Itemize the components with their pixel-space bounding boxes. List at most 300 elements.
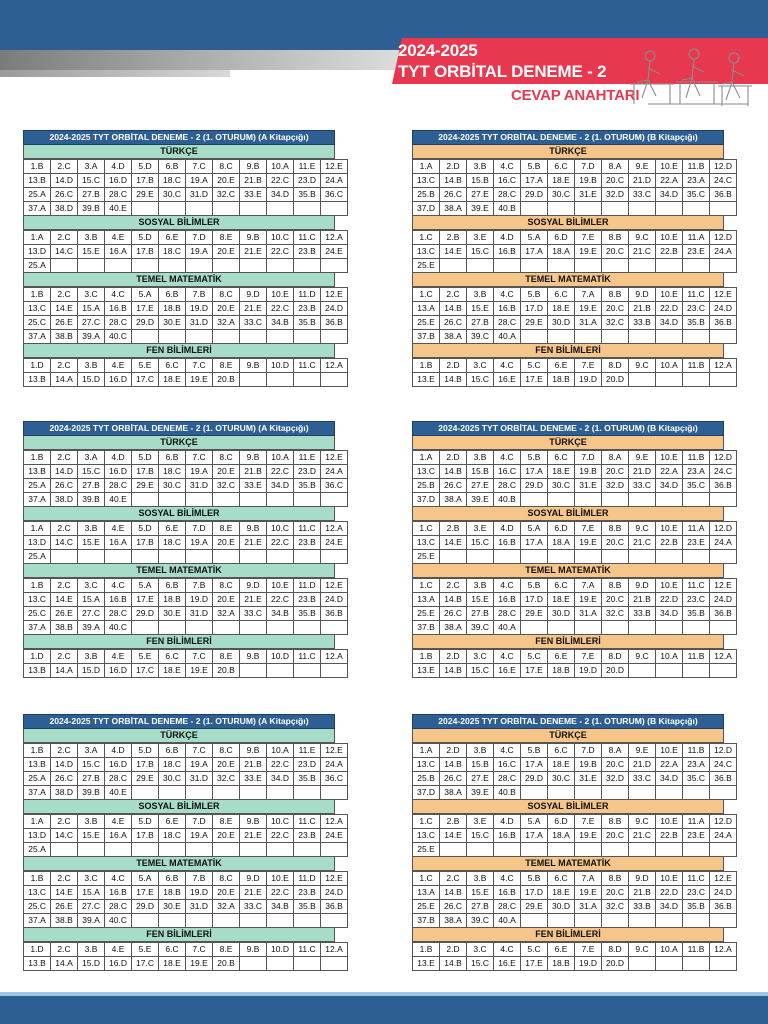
- answer-cell: [629, 259, 656, 273]
- answer-cell: [521, 786, 548, 800]
- answer-cell: 6.E: [548, 359, 575, 373]
- answer-cell: 3.B: [467, 451, 494, 465]
- answer-cell: 3.B: [467, 579, 494, 593]
- answer-cell: 23.A: [683, 174, 710, 188]
- answer-cell: 10.A: [656, 943, 683, 957]
- answer-cell: 35.B: [683, 607, 710, 621]
- answer-cell: 16.C: [494, 465, 521, 479]
- answer-cell: 30.D: [548, 607, 575, 621]
- answer-cell: 38.D: [51, 493, 78, 507]
- answer-cell: 19.E: [186, 664, 213, 678]
- answer-cell: 19.A: [186, 465, 213, 479]
- answer-cell: [575, 621, 602, 635]
- booklet-b-copy-1: [412, 130, 732, 387]
- answer-cell: 6.B: [159, 160, 186, 174]
- answer-cell: 22.A: [656, 174, 683, 188]
- answer-cell: 37.A: [24, 786, 51, 800]
- answer-cell: [521, 330, 548, 344]
- answer-cell: 34.B: [267, 316, 294, 330]
- answer-cell: 1.B: [24, 160, 51, 174]
- answer-row: [24, 772, 348, 786]
- answer-cell: 3.C: [78, 872, 105, 886]
- answer-cell: [683, 259, 710, 273]
- answer-cell: 17.E: [132, 302, 159, 316]
- answer-cell: [294, 330, 321, 344]
- answer-grid: [412, 521, 737, 564]
- answer-cell: 22.D: [656, 593, 683, 607]
- answer-cell: 20.E: [213, 593, 240, 607]
- answer-cell: [267, 550, 294, 564]
- answer-cell: 15.C: [467, 245, 494, 259]
- answer-cell: 10.A: [656, 359, 683, 373]
- answer-cell: 21.C: [629, 536, 656, 550]
- answer-cell: 32.D: [602, 479, 629, 493]
- answer-cell: [186, 843, 213, 857]
- answer-cell: 2.C: [51, 451, 78, 465]
- answer-cell: 19.A: [186, 758, 213, 772]
- answer-cell: [440, 550, 467, 564]
- answer-cell: [683, 493, 710, 507]
- answer-cell: 33.C: [629, 772, 656, 786]
- answer-cell: 26.C: [440, 479, 467, 493]
- answer-grid: [412, 743, 737, 800]
- answer-cell: 16.D: [105, 174, 132, 188]
- answer-cell: [159, 493, 186, 507]
- answer-cell: [105, 843, 132, 857]
- answer-cell: 38.A: [440, 914, 467, 928]
- answer-cell: 7.D: [186, 522, 213, 536]
- answer-cell: 3.E: [467, 231, 494, 245]
- answer-cell: 26.C: [440, 772, 467, 786]
- answer-cell: 9.C: [629, 231, 656, 245]
- answer-cell: 28.C: [105, 479, 132, 493]
- answer-cell: 12.E: [321, 872, 348, 886]
- answer-cell: 34.D: [656, 188, 683, 202]
- answer-cell: 33.E: [240, 479, 267, 493]
- answer-cell: 23.E: [683, 245, 710, 259]
- answer-cell: 6.B: [159, 579, 186, 593]
- answer-row: [413, 650, 737, 664]
- answer-cell: 6.D: [548, 522, 575, 536]
- answer-cell: 10.E: [656, 160, 683, 174]
- answer-cell: 15.E: [78, 536, 105, 550]
- answer-cell: 10.E: [267, 288, 294, 302]
- answer-cell: [602, 550, 629, 564]
- answer-cell: 16.C: [494, 758, 521, 772]
- answer-row: [413, 202, 737, 216]
- answer-cell: 17.B: [132, 465, 159, 479]
- section-header: FEN BİLİMLERİ: [23, 635, 335, 649]
- answer-cell: 22.B: [656, 536, 683, 550]
- answer-cell: [548, 330, 575, 344]
- answer-cell: 10.E: [656, 231, 683, 245]
- answer-cell: 9.B: [240, 451, 267, 465]
- answer-cell: 35.C: [683, 479, 710, 493]
- answer-cell: 25.E: [413, 316, 440, 330]
- answer-cell: 38.A: [440, 202, 467, 216]
- answer-cell: 20.C: [602, 886, 629, 900]
- answer-cell: 16.B: [105, 886, 132, 900]
- answer-cell: 1.B: [413, 943, 440, 957]
- answer-cell: 15.E: [467, 302, 494, 316]
- answer-cell: 39.A: [78, 330, 105, 344]
- answer-cell: 13.A: [413, 593, 440, 607]
- answer-cell: 18.B: [159, 302, 186, 316]
- answer-cell: 25.A: [24, 479, 51, 493]
- answer-cell: 26.E: [51, 607, 78, 621]
- answer-cell: 19.A: [186, 174, 213, 188]
- answer-cell: 22.C: [267, 536, 294, 550]
- answer-cell: [159, 914, 186, 928]
- answer-cell: [656, 259, 683, 273]
- answer-cell: [186, 202, 213, 216]
- answer-cell: 2.D: [440, 451, 467, 465]
- answer-cell: 12.E: [710, 288, 737, 302]
- answer-cell: 24.E: [321, 536, 348, 550]
- answer-cell: 7.A: [575, 579, 602, 593]
- answer-cell: [602, 786, 629, 800]
- answer-cell: 35.B: [294, 772, 321, 786]
- answer-cell: 11.A: [683, 815, 710, 829]
- answer-cell: 2.C: [440, 872, 467, 886]
- answer-row: [413, 160, 737, 174]
- answer-cell: 20.C: [602, 245, 629, 259]
- answer-cell: 18.C: [159, 465, 186, 479]
- answer-cell: 18.C: [159, 245, 186, 259]
- answer-cell: [267, 330, 294, 344]
- answer-cell: 28.C: [494, 188, 521, 202]
- answer-cell: 17.B: [132, 174, 159, 188]
- answer-cell: 15.E: [467, 886, 494, 900]
- answer-cell: [656, 843, 683, 857]
- answer-cell: 20.E: [213, 829, 240, 843]
- answer-cell: 14.E: [440, 245, 467, 259]
- answer-cell: 39.B: [78, 493, 105, 507]
- answer-cell: 13.B: [24, 957, 51, 971]
- answer-cell: 24.A: [710, 536, 737, 550]
- answer-cell: 25.B: [413, 772, 440, 786]
- answer-cell: 19.E: [575, 536, 602, 550]
- answer-cell: 37.D: [413, 202, 440, 216]
- answer-cell: [321, 259, 348, 273]
- answer-cell: 18.C: [159, 829, 186, 843]
- answer-grid: [412, 287, 737, 344]
- answer-cell: 15.C: [78, 758, 105, 772]
- answer-cell: 28.C: [105, 772, 132, 786]
- answer-cell: 7.A: [575, 872, 602, 886]
- answer-cell: 25.C: [24, 316, 51, 330]
- answer-cell: 29.E: [132, 479, 159, 493]
- answer-cell: [710, 259, 737, 273]
- answer-cell: 23.E: [683, 536, 710, 550]
- answer-row: [413, 316, 737, 330]
- answer-cell: 20.E: [213, 758, 240, 772]
- answer-cell: 35.B: [294, 316, 321, 330]
- answer-cell: 13.D: [24, 245, 51, 259]
- answer-row: [24, 160, 348, 174]
- answer-cell: 31.D: [186, 607, 213, 621]
- answer-cell: 9.D: [629, 288, 656, 302]
- answer-cell: 4.C: [494, 650, 521, 664]
- answer-cell: 19.D: [186, 593, 213, 607]
- answer-cell: [267, 202, 294, 216]
- answer-cell: 1.B: [413, 359, 440, 373]
- answer-cell: 39.E: [467, 202, 494, 216]
- answer-row: [413, 943, 737, 957]
- answer-cell: 16.B: [494, 829, 521, 843]
- answer-cell: 20.E: [213, 536, 240, 550]
- answer-cell: 23.D: [294, 758, 321, 772]
- answer-cell: 25.E: [413, 259, 440, 273]
- answer-cell: 19.E: [186, 373, 213, 387]
- answer-cell: 15.C: [467, 829, 494, 843]
- section-header: TÜRKÇE: [23, 729, 335, 743]
- answer-cell: [710, 843, 737, 857]
- answer-cell: 12.A: [321, 943, 348, 957]
- answer-cell: [159, 786, 186, 800]
- answer-cell: 28.C: [105, 900, 132, 914]
- answer-cell: 13.C: [413, 536, 440, 550]
- answer-cell: 35.B: [294, 188, 321, 202]
- answer-cell: 1.B: [24, 579, 51, 593]
- answer-cell: 14.B: [440, 373, 467, 387]
- answer-row: [24, 579, 348, 593]
- answer-cell: 24.D: [710, 302, 737, 316]
- answer-cell: 2.D: [440, 160, 467, 174]
- answer-cell: 15.C: [467, 536, 494, 550]
- answer-cell: 31.A: [575, 316, 602, 330]
- answer-cell: 19.E: [575, 886, 602, 900]
- answer-cell: 19.D: [186, 302, 213, 316]
- answer-cell: 33.E: [240, 188, 267, 202]
- answer-cell: 18.E: [548, 593, 575, 607]
- answer-cell: 36.B: [710, 188, 737, 202]
- answer-cell: 21.B: [629, 302, 656, 316]
- answer-cell: 8.E: [213, 522, 240, 536]
- answer-cell: [213, 786, 240, 800]
- answer-cell: [132, 493, 159, 507]
- answer-cell: 7.C: [186, 359, 213, 373]
- answer-cell: [294, 493, 321, 507]
- answer-cell: 6.E: [159, 522, 186, 536]
- answer-cell: 15.C: [78, 174, 105, 188]
- answer-cell: 2.C: [51, 522, 78, 536]
- answer-cell: [629, 621, 656, 635]
- answer-cell: 38.A: [440, 786, 467, 800]
- answer-row: [413, 758, 737, 772]
- answer-cell: [683, 957, 710, 971]
- answer-cell: [132, 786, 159, 800]
- answer-cell: 6.C: [159, 650, 186, 664]
- answer-cell: 19.B: [575, 465, 602, 479]
- answer-cell: [467, 259, 494, 273]
- answer-cell: 13.C: [24, 302, 51, 316]
- answer-cell: 24.E: [321, 245, 348, 259]
- answer-cell: 5.B: [521, 160, 548, 174]
- answer-cell: 14.A: [51, 957, 78, 971]
- answer-row: [413, 914, 737, 928]
- answer-cell: 11.C: [294, 943, 321, 957]
- answer-row: [413, 330, 737, 344]
- answer-row: [413, 231, 737, 245]
- answer-row: [413, 829, 737, 843]
- answer-cell: 21.B: [629, 886, 656, 900]
- answer-cell: 37.A: [24, 202, 51, 216]
- answer-cell: 5.C: [521, 943, 548, 957]
- answer-row: [24, 174, 348, 188]
- answer-cell: 36.B: [710, 900, 737, 914]
- answer-cell: 1.B: [24, 288, 51, 302]
- answer-cell: 10.C: [267, 522, 294, 536]
- answer-cell: 10.A: [267, 451, 294, 465]
- answer-cell: 9.B: [240, 231, 267, 245]
- answer-cell: 16.E: [494, 957, 521, 971]
- answer-cell: [321, 843, 348, 857]
- answer-cell: 38.B: [51, 914, 78, 928]
- answer-cell: 9.D: [240, 579, 267, 593]
- answer-row: [24, 744, 348, 758]
- answer-grid: [23, 649, 348, 678]
- answer-cell: [710, 202, 737, 216]
- answer-cell: [683, 914, 710, 928]
- answer-cell: 39.B: [78, 202, 105, 216]
- answer-cell: 15.A: [78, 302, 105, 316]
- answer-cell: 40.C: [105, 914, 132, 928]
- answer-cell: 31.D: [186, 316, 213, 330]
- answer-cell: 16.B: [494, 245, 521, 259]
- answer-cell: [240, 259, 267, 273]
- section-header: TEMEL MATEMATİK: [412, 564, 724, 578]
- answer-cell: 27.B: [78, 479, 105, 493]
- answer-cell: 32.A: [213, 607, 240, 621]
- answer-cell: 3.E: [467, 815, 494, 829]
- answer-cell: 28.C: [494, 772, 521, 786]
- answer-row: [24, 231, 348, 245]
- answer-cell: 13.C: [413, 465, 440, 479]
- answer-cell: 21.E: [240, 302, 267, 316]
- answer-cell: 10.A: [656, 650, 683, 664]
- answer-grid: [23, 942, 348, 971]
- answer-cell: 7.E: [575, 522, 602, 536]
- answer-cell: 8.D: [602, 650, 629, 664]
- answer-cell: 38.D: [51, 202, 78, 216]
- answer-cell: 11.E: [294, 451, 321, 465]
- answer-cell: [186, 259, 213, 273]
- answer-row: [413, 451, 737, 465]
- answer-cell: 2.D: [440, 744, 467, 758]
- answer-cell: [105, 259, 132, 273]
- answer-cell: 9.C: [629, 815, 656, 829]
- answer-cell: 13.C: [413, 829, 440, 843]
- answer-cell: 20.D: [602, 664, 629, 678]
- answer-cell: 5.B: [521, 872, 548, 886]
- answer-cell: 7.C: [186, 650, 213, 664]
- answer-row: [413, 786, 737, 800]
- answer-cell: 21.B: [629, 593, 656, 607]
- answer-cell: 18.E: [548, 302, 575, 316]
- answer-cell: [213, 259, 240, 273]
- answer-cell: [548, 259, 575, 273]
- answer-row: [413, 522, 737, 536]
- answer-cell: [575, 786, 602, 800]
- answer-cell: 19.D: [575, 664, 602, 678]
- answer-cell: 37.A: [24, 493, 51, 507]
- answer-cell: 5.E: [132, 650, 159, 664]
- answer-cell: 37.B: [413, 621, 440, 635]
- answer-cell: [186, 330, 213, 344]
- answer-cell: 14.C: [51, 536, 78, 550]
- answer-grid: [412, 578, 737, 635]
- answer-cell: 18.B: [548, 373, 575, 387]
- answer-cell: 17.C: [132, 373, 159, 387]
- answer-cell: [602, 843, 629, 857]
- answer-cell: 5.A: [132, 579, 159, 593]
- answer-cell: 39.C: [467, 914, 494, 928]
- answer-cell: 17.E: [132, 593, 159, 607]
- answer-cell: [710, 621, 737, 635]
- booklet-title: 2024-2025 TYT ORBİTAL DENEME - 2 (1. OTURUM) (A Kitapçığı): [23, 421, 335, 436]
- answer-cell: 10.D: [267, 359, 294, 373]
- answer-cell: [440, 843, 467, 857]
- answer-cell: 39.C: [467, 621, 494, 635]
- answer-cell: [321, 914, 348, 928]
- answer-cell: 3.B: [78, 943, 105, 957]
- answer-cell: [132, 843, 159, 857]
- answer-cell: 1.D: [24, 943, 51, 957]
- answer-cell: 15.B: [467, 758, 494, 772]
- answer-cell: 5.E: [132, 943, 159, 957]
- answer-row: [413, 664, 737, 678]
- answer-cell: 36.C: [321, 188, 348, 202]
- answer-cell: 15.C: [467, 957, 494, 971]
- answer-cell: 22.C: [267, 174, 294, 188]
- answer-cell: 8.E: [213, 943, 240, 957]
- answer-cell: 33.C: [629, 479, 656, 493]
- answer-cell: 5.D: [132, 744, 159, 758]
- answer-cell: 34.D: [267, 479, 294, 493]
- answer-cell: 36.B: [710, 479, 737, 493]
- answer-cell: [602, 493, 629, 507]
- answer-grid: [412, 814, 737, 857]
- answer-cell: 11.C: [294, 231, 321, 245]
- answer-cell: 6.C: [548, 288, 575, 302]
- answer-cell: 30.D: [548, 900, 575, 914]
- answer-cell: 15.D: [78, 957, 105, 971]
- answer-cell: 14.B: [440, 758, 467, 772]
- answer-cell: 15.B: [467, 174, 494, 188]
- answer-cell: 24.A: [710, 245, 737, 259]
- answer-cell: 31.E: [575, 188, 602, 202]
- answer-cell: 5.D: [132, 451, 159, 465]
- answer-cell: 25.E: [413, 900, 440, 914]
- answer-cell: 11.B: [683, 744, 710, 758]
- answer-cell: 33.C: [629, 188, 656, 202]
- answer-cell: 1.C: [413, 231, 440, 245]
- answer-cell: 4.E: [105, 359, 132, 373]
- answer-cell: 8.B: [602, 815, 629, 829]
- answer-cell: 6.E: [159, 231, 186, 245]
- answer-cell: 22.A: [656, 758, 683, 772]
- answer-cell: 21.B: [240, 174, 267, 188]
- answer-cell: 9.E: [629, 160, 656, 174]
- answer-cell: 28.C: [494, 479, 521, 493]
- answer-row: [413, 550, 737, 564]
- section-header: TEMEL MATEMATİK: [23, 273, 335, 287]
- section-header: SOSYAL BİLİMLER: [412, 216, 724, 230]
- answer-cell: 12.A: [321, 650, 348, 664]
- answer-cell: 17.E: [521, 957, 548, 971]
- answer-cell: 14.B: [440, 886, 467, 900]
